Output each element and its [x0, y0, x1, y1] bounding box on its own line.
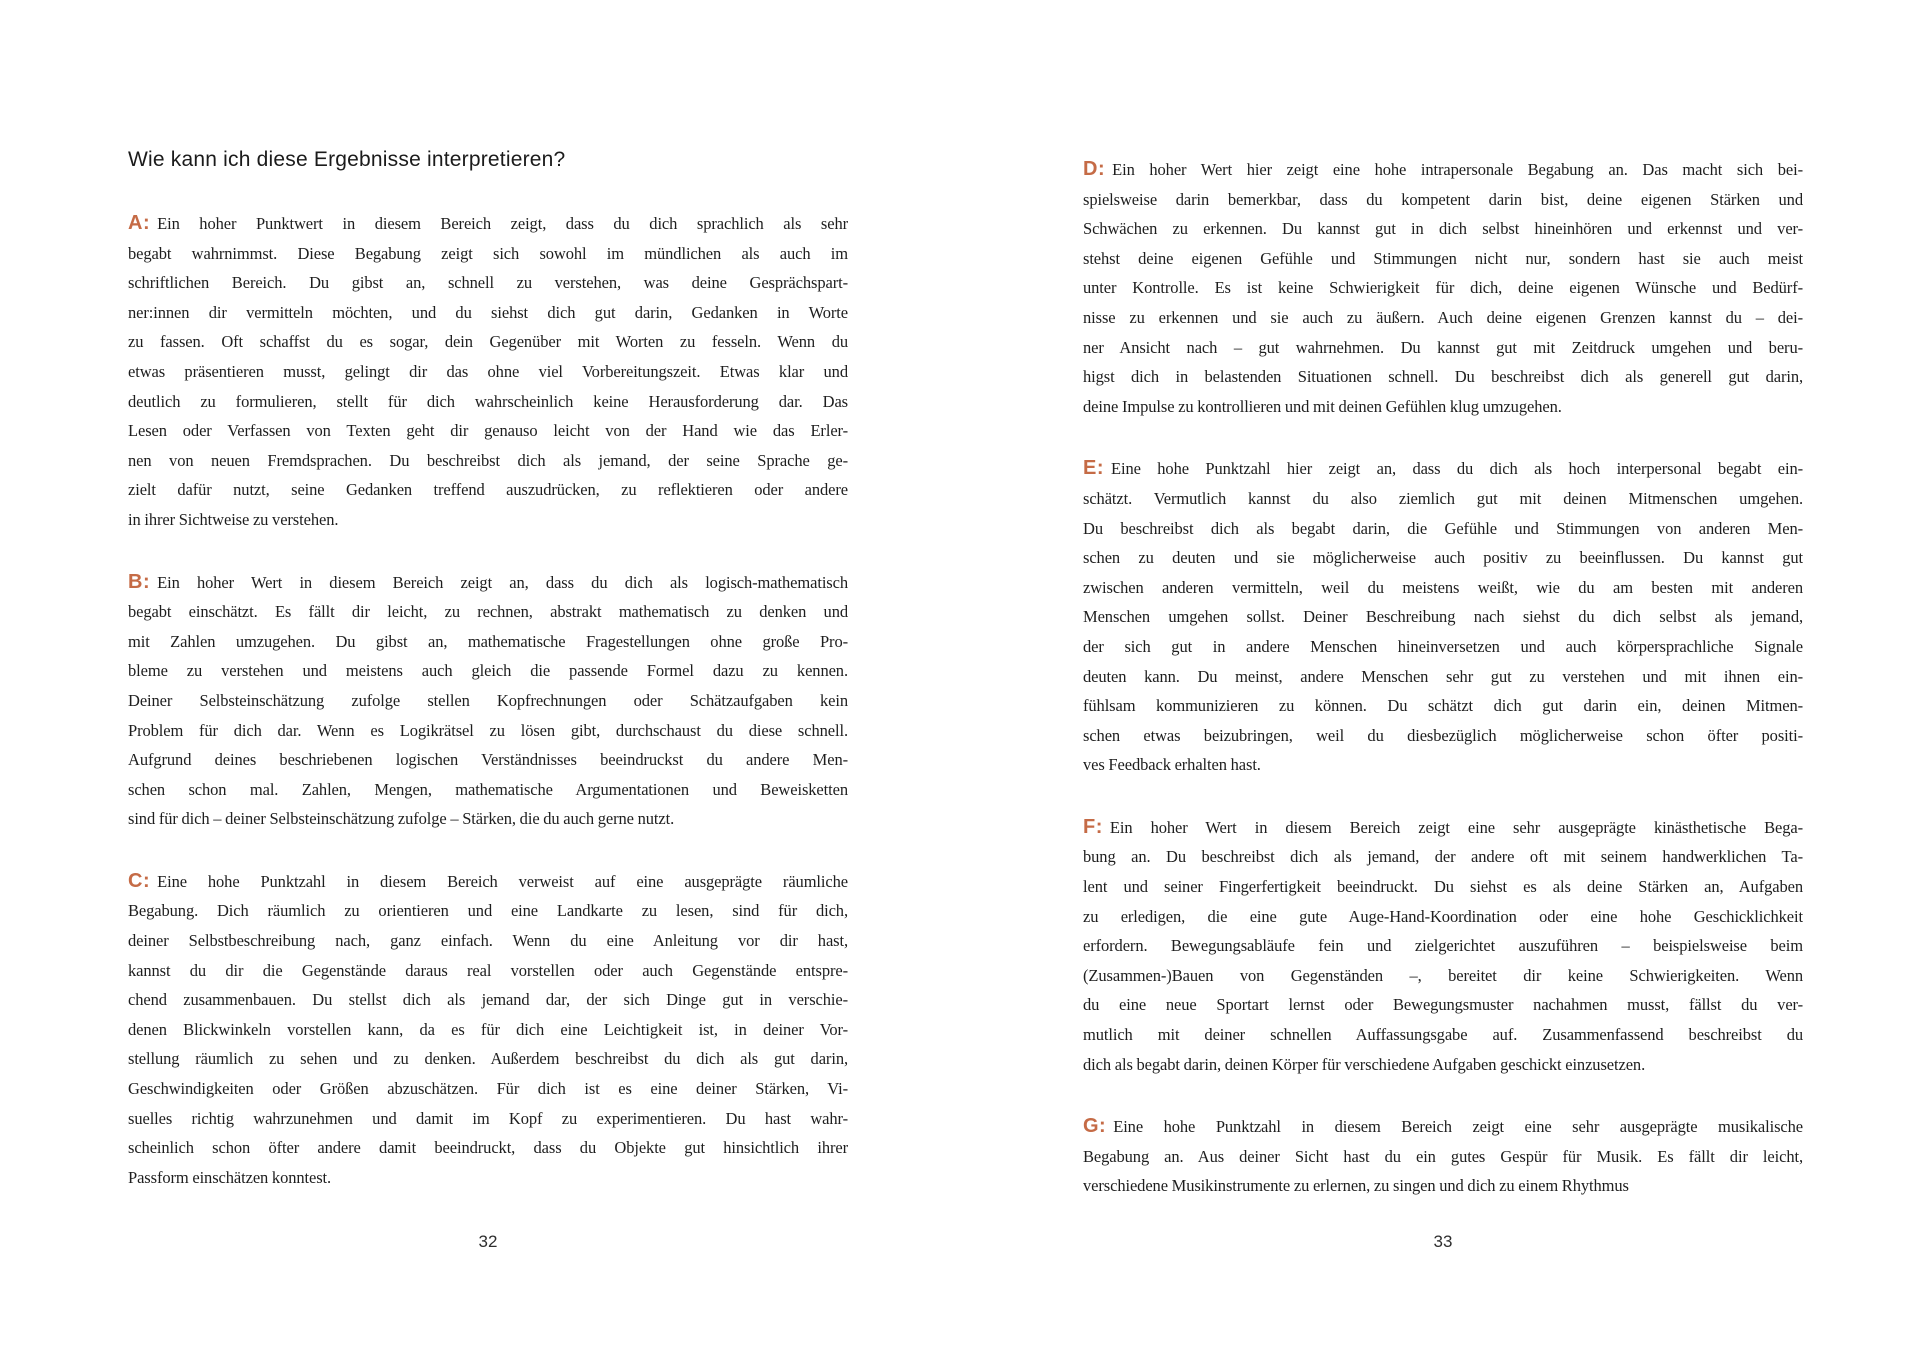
text-line: lent und seiner Fingerfertigkeit beeindruckt. Du siehst es als deine Stärken an, Aufgaben: [1083, 877, 1803, 897]
text-line: mutlich mit deiner schnellen Auffassungsgabe auf. Zusammenfassend beschreibst du: [1083, 1025, 1803, 1045]
text-line: Lesen oder Verfassen von Texten geht dir genauso leicht von der Hand wie das Erler-: [128, 421, 848, 441]
text-line: begabt einschätzt. Es fällt dir leicht, zu rechnen, abstrakt mathematisch zu denken und: [128, 602, 848, 622]
paragraph-label: F:: [1083, 815, 1103, 838]
paragraph-e: [1083, 454, 1803, 780]
text-line: zu erledigen, die eine gute Auge-Hand-Koordination oder eine hohe Geschicklichkeit: [1083, 906, 1803, 926]
text-line: zu fassen. Oft schaffst du es sogar, dein Gegenüber mit Worten zu fesseln. Wenn du: [128, 332, 848, 352]
text-line: nen von neuen Fremdsprachen. Du beschreibst dich als jemand, der seine Sprache ge-: [128, 450, 848, 470]
text-line: deuten kann. Du meinst, andere Menschen sehr gut zu verstehen und mit ihnen ein-: [1083, 666, 1803, 686]
text-line: Problem für dich dar. Wenn es Logikrätsel zu lösen gibt, durchschaust du diese schnell.: [128, 720, 848, 740]
text-line: spielsweise darin bemerkbar, dass du kompetent darin bist, deine eigenen Stärken und: [1083, 189, 1803, 209]
text-line: denen Blickwinkeln vorstellen kann, da es für dich eine Leichtigkeit ist, in deiner Vor-: [128, 1019, 848, 1039]
text-line: deine Impulse zu kontrollieren und mit deinen Gefühlen klug umzugehen.: [1083, 396, 1562, 416]
text-line: C: Eine hohe Punktzahl in diesem Bereich verweist auf eine ausgeprägte räumliche: [128, 869, 848, 892]
page-left: [128, 147, 848, 1354]
text-line: unter Kontrolle. Es ist keine Schwierigkeit für dich, deine eigenen Wünsche und Bedürf-: [1083, 278, 1803, 298]
text-line: schen etwas beizubringen, weil du diesbezüglich möglicherweise schon öfter positi-: [1083, 725, 1803, 745]
text-line: Menschen umgehen sollst. Deiner Beschreibung nach siehst du dich selbst als jemand,: [1083, 607, 1803, 627]
paragraph-label: G:: [1083, 1115, 1107, 1138]
text-line: du eine neue Sportart lernst oder Bewegungsmuster nachahmen musst, fällst du ver-: [1083, 995, 1803, 1015]
paragraph-f: [1083, 813, 1803, 1079]
text-line: F: Ein hoher Wert in diesem Bereich zeigt eine sehr ausgeprägte kinästhetische Bega-: [1083, 815, 1803, 838]
text-line: B: Ein hoher Wert in diesem Bereich zeigt an, dass du dich als logisch-mathematisch: [128, 570, 848, 593]
text-line: suelles richtig wahrzunehmen und damit im Kopf zu experimentieren. Du hast wahr-: [128, 1108, 848, 1128]
text-line: verschiedene Musikinstrumente zu erlernen, zu singen und dich zu einem Rhythmus: [1083, 1176, 1629, 1196]
text-line: bung an. Du beschreibst dich als jemand, der andere oft mit seinem handwerklichen Ta-: [1083, 847, 1803, 867]
text-line: ner:innen dir vermitteln möchten, und du siehst dich gut darin, Gedanken in Worte: [128, 302, 848, 322]
right-paragraph-list: [1083, 155, 1803, 1201]
paragraph-d: [1083, 155, 1803, 421]
text-line: schätzt. Vermutlich kannst du also ziemlich gut mit deinen Mitmenschen umgehen.: [1083, 488, 1803, 508]
text-line: Du beschreibst dich als begabt darin, die Gefühle und Stimmungen von anderen Men-: [1083, 518, 1803, 538]
paragraph-label: A:: [128, 212, 151, 234]
text-line: higst dich in belastenden Situationen schnell. Du beschreibst dich als generell gut darin,: [1083, 367, 1803, 387]
text-line: sind für dich – deiner Selbsteinschätzung zufolge – Stärken, die du auch gerne nutzt.: [128, 809, 675, 829]
paragraph-label: B:: [128, 570, 151, 593]
text-line: der sich gut in andere Menschen hineinversetzen und auch körpersprachliche Signale: [1083, 636, 1803, 656]
paragraph-c: [128, 867, 848, 1193]
text-line: deiner Selbstbeschreibung nach, ganz einfach. Wenn du eine Anleitung vor dir hast,: [128, 931, 848, 951]
paragraph-label: C:: [128, 869, 151, 892]
text-line: Begabung an. Aus deiner Sicht hast du ein gutes Gespür für Musik. Es fällt dir leicht,: [1083, 1146, 1803, 1166]
text-line: D: Ein hoher Wert hier zeigt eine hohe intrapersonale Begabung an. Das macht sich bei-: [1083, 158, 1803, 180]
paragraph-label: E:: [1083, 457, 1104, 480]
text-line: schen schon mal. Zahlen, Mengen, mathematische Argumentationen und Beweisketten: [128, 779, 848, 799]
text-line: ner Ansicht nach – gut wahrnehmen. Du kannst gut mit Zeitdruck umgehen und beru-: [1083, 337, 1803, 357]
paragraph-b: [128, 568, 848, 834]
text-line: etwas präsentieren musst, gelingt dir das ohne viel Vorbereitungszeit. Etwas klar und: [128, 361, 848, 381]
text-line: Begabung. Dich räumlich zu orientieren und eine Landkarte zu lesen, sind für dich,: [128, 901, 848, 921]
text-line: A: Ein hoher Punktwert in diesem Bereich zeigt, dass du dich sprachlich als sehr: [128, 212, 848, 234]
text-line: begabt wahrnimmst. Diese Begabung zeigt sich sowohl im mündlichen als auch im: [128, 243, 848, 263]
text-line: schriftlichen Bereich. Du gibst an, schnell zu verstehen, was deine Gesprächspart-: [128, 273, 848, 293]
text-line: E: Eine hohe Punktzahl hier zeigt an, dass du dich als hoch interpersonal begabt ein-: [1083, 457, 1803, 480]
text-line: Passform einschätzen konntest.: [128, 1167, 332, 1187]
paragraph-label: D:: [1083, 158, 1106, 180]
left-paragraph-list: [128, 209, 848, 1192]
paragraph-g: [1083, 1112, 1803, 1201]
text-line: G: Eine hohe Punktzahl in diesem Bereich zeigt eine sehr ausgeprägte musikalische: [1083, 1115, 1803, 1138]
text-line: scheinlich schon öfter andere damit beeindruckt, dass du Objekte gut hinsichtlich ihrer: [128, 1138, 848, 1158]
text-line: schen zu deuten und sie möglicherweise auch positiv zu beeinflussen. Du kannst gut: [1083, 548, 1803, 568]
text-line: stellung räumlich zu sehen und zu denken. Außerdem beschreibst du dich als gut darin,: [128, 1049, 848, 1069]
text-line: deutlich zu formulieren, stellt für dich wahrscheinlich keine Herausforderung dar. Das: [128, 391, 848, 411]
text-line: fühlsam kommunizieren zu können. Du schätzt dich gut darin ein, deinen Mitmen-: [1083, 696, 1803, 716]
text-line: chend zusammenbauen. Du stellst dich als jemand dar, der sich Dinge gut in verschie-: [128, 990, 848, 1010]
text-line: Deiner Selbsteinschätzung zufolge stellen Kopfrechnungen oder Schätzaufgaben kein: [128, 690, 848, 710]
page-number-left: 32: [478, 1232, 498, 1251]
text-line: Geschwindigkeiten oder Größen abzuschätzen. Für dich ist es eine deiner Stärken, Vi-: [128, 1079, 848, 1099]
page-heading: Wie kann ich diese Ergebnisse interpretieren?: [128, 148, 566, 171]
text-line: Aufgrund deines beschriebenen logischen Verständnisses beeindruckst du andere Men-: [128, 750, 848, 770]
text-line: zielt dafür nutzt, seine Gedanken treffend auszudrücken, zu reflektieren oder andere: [128, 480, 848, 500]
paragraph-a: [128, 209, 848, 535]
text-line: bleme zu verstehen und meistens auch gleich die passende Formel dazu zu kennen.: [128, 661, 848, 681]
text-line: (Zusammen-)Bauen von Gegenständen –, bereitet dir keine Schwierigkeiten. Wenn: [1083, 965, 1803, 985]
page-right: [1083, 155, 1803, 1354]
text-line: zwischen anderen vermitteln, weil du meistens weißt, wie du am besten mit anderen: [1083, 577, 1803, 597]
text-line: stehst deine eigenen Gefühle und Stimmungen nicht nur, sondern hast sie auch meist: [1083, 248, 1803, 268]
text-line: ves Feedback erhalten hast.: [1083, 755, 1261, 775]
text-line: dich als begabt darin, deinen Körper für verschiedene Aufgaben geschickt einzusetzen.: [1083, 1054, 1646, 1074]
text-line: in ihrer Sichtweise zu verstehen.: [128, 509, 339, 529]
text-line: nisse zu erkennen und sie auch zu äußern. Auch deine eigenen Grenzen kannst du – dei-: [1083, 307, 1803, 327]
text-line: erfordern. Bewegungsabläufe fein und zielgerichtet auszuführen – beispielsweise beim: [1083, 936, 1803, 956]
text-line: kannst du dir die Gegenstände daraus real vorstellen oder auch Gegenstände entspre-: [128, 960, 848, 980]
page-number-right: 33: [1433, 1232, 1453, 1251]
text-line: Schwächen zu erkennen. Du kannst gut in dich selbst hineinhören und erkennst und ver-: [1083, 219, 1803, 239]
text-line: mit Zahlen umzugehen. Du gibst an, mathematische Fragestellungen ohne große Pro-: [128, 631, 848, 651]
